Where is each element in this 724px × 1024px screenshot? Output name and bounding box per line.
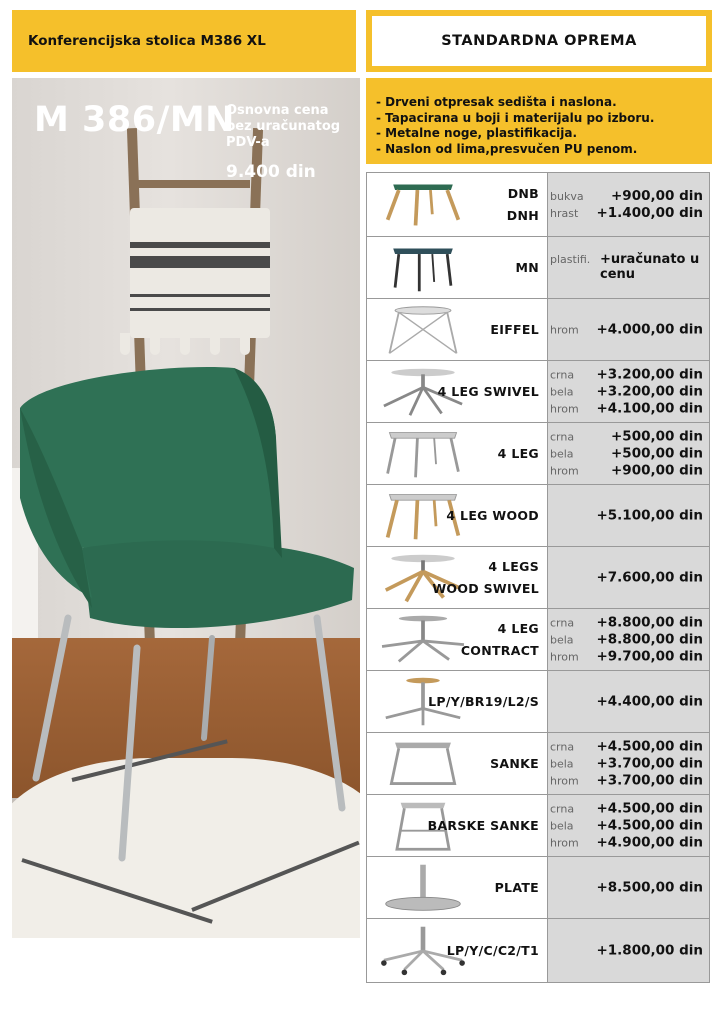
- material-label: crna: [550, 616, 575, 629]
- option-row: [366, 361, 710, 423]
- price-amount: +5.100,00 din: [596, 507, 703, 523]
- option-image-cell: [367, 237, 548, 298]
- option-price-list: [548, 366, 709, 417]
- base-type-image: [373, 241, 473, 295]
- option-row: [366, 671, 710, 733]
- option-price-list: [548, 879, 709, 896]
- option-price-list: [548, 507, 709, 524]
- option-name-line: DNH: [506, 207, 539, 223]
- option-name: [428, 818, 539, 834]
- price-line: [548, 800, 709, 817]
- option-price-cell: [548, 299, 709, 360]
- price-amount: +3.200,00 din: [596, 383, 703, 399]
- option-name: [498, 446, 539, 462]
- option-price-list: [548, 614, 709, 665]
- material-label: hrom: [550, 464, 579, 477]
- material-label: bela: [550, 633, 574, 646]
- material-label: bela: [550, 819, 574, 832]
- price-line: [548, 445, 709, 462]
- option-image-cell: [367, 733, 548, 794]
- feature-item: - Naslon od lima,presvučen PU penom.: [376, 141, 638, 156]
- price-line: [548, 614, 709, 631]
- material-label: hrom: [550, 402, 579, 415]
- option-name-line: LP/Y/BR19/L2/S: [428, 693, 539, 709]
- material-label: hrast: [550, 206, 579, 220]
- option-image-cell: [367, 795, 548, 856]
- price-amount: +8.800,00 din: [596, 631, 703, 647]
- base-type-image: [373, 303, 473, 357]
- option-image-cell: [367, 361, 548, 422]
- option-name: [490, 322, 539, 338]
- price-line: [548, 879, 709, 896]
- material-label: bukva: [550, 189, 584, 203]
- price-line: [548, 400, 709, 417]
- features-list: [366, 78, 712, 164]
- price-amount: +4.500,00 din: [596, 738, 703, 754]
- price-note: [226, 103, 360, 151]
- option-price-list: [548, 800, 709, 851]
- option-price-list: [548, 188, 709, 222]
- option-row: [366, 237, 710, 299]
- option-price-cell: [548, 857, 709, 918]
- price-amount: +4.000,00 din: [596, 321, 703, 337]
- option-image-cell: [367, 919, 548, 982]
- price-amount: +1.400,00 din: [596, 204, 703, 221]
- price-amount: +9.700,00 din: [596, 648, 703, 664]
- option-name-line: MN: [515, 259, 539, 275]
- option-image-cell: [367, 423, 548, 484]
- option-price-list: [548, 738, 709, 789]
- material-label: hrom: [550, 650, 579, 663]
- option-name: [495, 880, 539, 896]
- option-name-line: BARSKE SANKE: [427, 817, 539, 833]
- product-title: Konferencijska stolica M386 XL: [28, 33, 266, 49]
- option-image-cell: [367, 609, 548, 670]
- option-name-line: 4 LEG: [497, 620, 539, 636]
- price-line: [548, 252, 709, 284]
- price-amount: +500,00 din: [610, 428, 703, 444]
- material-label: crna: [550, 740, 575, 753]
- price-amount: +500,00 din: [610, 445, 703, 461]
- option-name: [428, 694, 539, 710]
- price-amount: +900,00 din: [610, 187, 703, 204]
- base-type-image: [373, 177, 473, 231]
- option-price-cell: [548, 795, 709, 856]
- option-name-line: PLATE: [494, 879, 539, 895]
- feature-item: - Drveni otpresak sedišta i naslona.: [376, 95, 617, 109]
- price-line: [548, 383, 709, 400]
- option-row: [366, 485, 710, 547]
- option-price-cell: [548, 609, 709, 670]
- option-name: [438, 384, 539, 400]
- option-row: [366, 609, 710, 671]
- price-line: [548, 648, 709, 665]
- price-line: [548, 631, 709, 648]
- option-price-list: [548, 569, 709, 586]
- price-line: [548, 428, 709, 445]
- option-price-cell: [548, 671, 709, 732]
- price-line: [548, 569, 709, 586]
- option-name-line: WOOD SWIVEL: [432, 580, 539, 596]
- price-amount: +900,00 din: [610, 462, 703, 478]
- price-line: [548, 507, 709, 524]
- option-name-line: 4 LEGS: [488, 558, 539, 574]
- feature-item: - Metalne noge, plastifikacija.: [376, 126, 578, 140]
- option-name: [432, 556, 539, 600]
- price-amount: +4.500,00 din: [596, 800, 703, 816]
- option-name-line: 4 LEG SWIVEL: [437, 383, 539, 399]
- base-type-image: [373, 427, 473, 481]
- price-line: [548, 205, 709, 222]
- price-line: [548, 817, 709, 834]
- option-name: [447, 943, 539, 959]
- price-amount: +4.900,00 din: [596, 834, 703, 850]
- price-line: [548, 755, 709, 772]
- product-title-banner: [12, 10, 356, 72]
- option-name-line: 4 LEG WOOD: [446, 507, 539, 523]
- option-name-line: EIFFEL: [490, 321, 539, 337]
- price-note-line: PDV-a: [226, 135, 270, 150]
- price-amount: +uračunato u cenu: [600, 251, 700, 282]
- price-amount: +4.500,00 din: [596, 817, 703, 833]
- option-price-cell: [548, 237, 709, 298]
- option-price-cell: [548, 361, 709, 422]
- option-name: [461, 618, 539, 662]
- material-label: crna: [550, 368, 575, 381]
- base-type-image: [373, 861, 473, 915]
- option-price-list: [548, 321, 709, 338]
- price-note-line: bez uračunatog: [226, 119, 341, 134]
- base-type-image: [373, 613, 473, 667]
- standard-equipment-title: STANDARDNA OPREMA: [372, 16, 706, 66]
- option-image-cell: [367, 485, 548, 546]
- option-name: [515, 260, 539, 276]
- price-amount: +3.700,00 din: [596, 772, 703, 788]
- price-line: [548, 462, 709, 479]
- option-price-cell: [548, 547, 709, 608]
- price-line: [548, 772, 709, 789]
- option-name: [507, 183, 539, 227]
- price-amount: +4.400,00 din: [596, 693, 703, 709]
- option-image-cell: [367, 173, 548, 236]
- base-type-image: [373, 737, 473, 791]
- option-row: [366, 299, 710, 361]
- option-price-cell: [548, 919, 709, 982]
- option-image-cell: [367, 547, 548, 608]
- price-line: [548, 321, 709, 338]
- option-row: [366, 919, 710, 983]
- material-label: crna: [550, 430, 575, 443]
- model-name: M 386/MN: [34, 100, 235, 140]
- price-amount: +8.500,00 din: [596, 879, 703, 895]
- price-line: [548, 188, 709, 205]
- base-options-table: [366, 172, 710, 983]
- option-price-cell: [548, 173, 709, 236]
- option-price-list: [548, 428, 709, 479]
- material-label: crna: [550, 802, 575, 815]
- option-price-cell: [548, 733, 709, 794]
- option-name-line: CONTRACT: [460, 642, 539, 658]
- material-label: hrom: [550, 323, 579, 336]
- option-name-line: LP/Y/C/C2/T1: [446, 942, 539, 958]
- material-label: plastifi.: [550, 252, 591, 266]
- option-price-cell: [548, 423, 709, 484]
- material-label: bela: [550, 385, 574, 398]
- option-price-cell: [548, 485, 709, 546]
- price-amount: +1.800,00 din: [596, 942, 703, 958]
- price-amount: +4.100,00 din: [596, 400, 703, 416]
- standard-equipment-banner: [366, 10, 712, 72]
- option-image-cell: [367, 857, 548, 918]
- price-amount: +8.800,00 din: [596, 614, 703, 630]
- price-line: [548, 942, 709, 959]
- price-line: [548, 738, 709, 755]
- price-line: [548, 366, 709, 383]
- price-amount: +3.200,00 din: [596, 366, 703, 382]
- option-row: [366, 795, 710, 857]
- chair-image: [12, 78, 360, 938]
- option-row: [366, 423, 710, 485]
- product-photo: [12, 78, 360, 938]
- price-amount: +7.600,00 din: [596, 569, 703, 585]
- option-name-line: 4 LEG: [497, 445, 539, 461]
- option-row: [366, 547, 710, 609]
- price-line: [548, 693, 709, 710]
- price-note-line: Osnovna cena: [226, 103, 329, 118]
- feature-item: - Tapacirana u boji i materijalu po izboru.: [376, 110, 655, 125]
- price-amount: +3.700,00 din: [596, 755, 703, 771]
- option-image-cell: [367, 671, 548, 732]
- material-label: bela: [550, 757, 574, 770]
- option-price-list: [548, 252, 709, 284]
- option-row: [366, 733, 710, 795]
- material-label: hrom: [550, 836, 579, 849]
- price-line: [548, 834, 709, 851]
- option-name-line: DNB: [507, 185, 539, 201]
- material-label: bela: [550, 447, 574, 460]
- option-name-line: SANKE: [490, 755, 539, 771]
- option-price-list: [548, 693, 709, 710]
- base-price: 9.400 din: [226, 162, 316, 182]
- option-image-cell: [367, 299, 548, 360]
- option-row: [366, 173, 710, 237]
- option-row: [366, 857, 710, 919]
- option-price-list: [548, 942, 709, 959]
- option-name: [490, 756, 539, 772]
- option-name: [446, 508, 539, 524]
- material-label: hrom: [550, 774, 579, 787]
